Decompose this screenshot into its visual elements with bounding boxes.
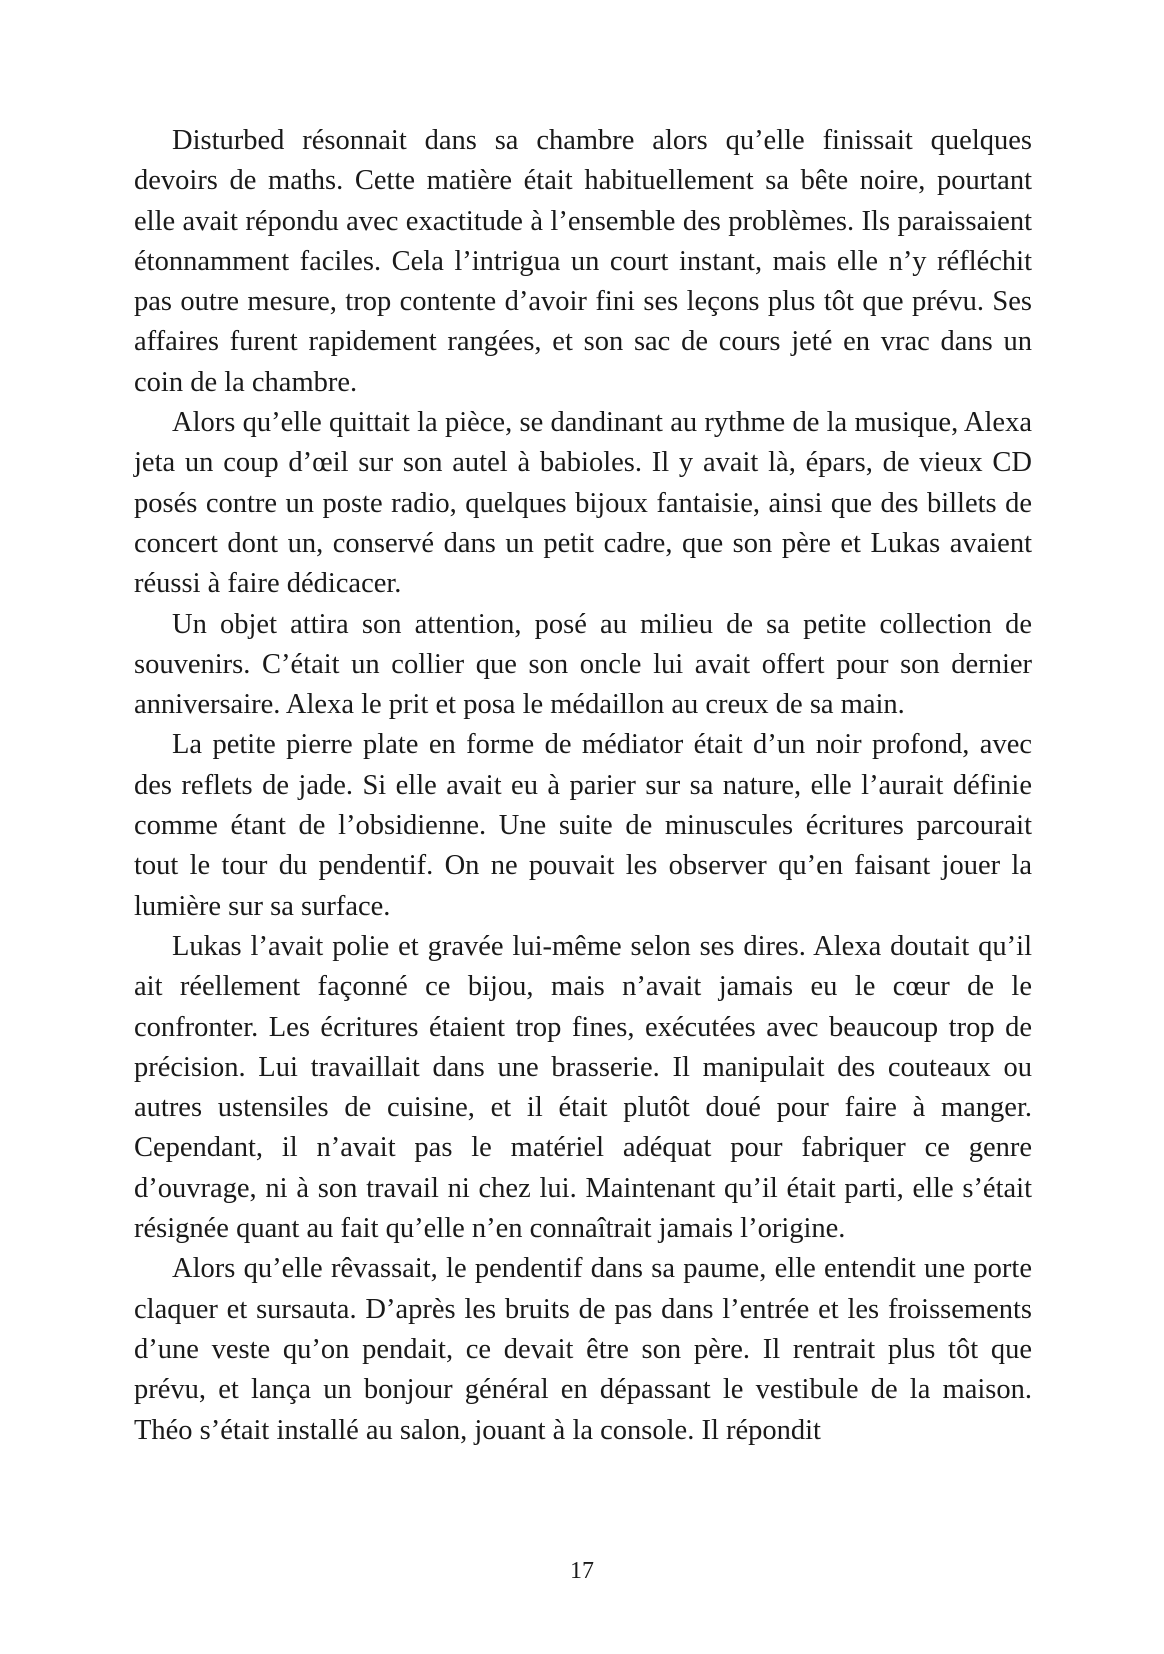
paragraph-6: Alors qu’elle rêvassait, le pendentif dans sa paume, elle entendit une porte claquer et sursauta. D’après les bruits de pas dans l’entrée et les froissements d’une veste qu’on pendait, ce devait être son père. Il rentrait plus tôt que prévu, et lança un bonjour général en dépassant le vestibule de la maison. Théo s’était installé au salon, jouant à la console. Il répondit (134, 1253, 1032, 1446)
paragraph-3: Un objet attira son attention, posé au milieu de sa petite collection de souvenirs. C’était un collier que son oncle lui avait offert pour son dernier anniversaire. Alexa le prit et posa le médaillon au creux de sa main. (134, 608, 1032, 721)
page-number: 17 (570, 1558, 594, 1584)
paragraph-4: La petite pierre plate en forme de médiator était d’un noir profond, avec des reflets de jade. Si elle avait eu à parier sur sa nature, elle l’aurait définie comme étant de l’obsidienne. Une suite de minuscules écritures parcourait tout le tour du pendentif. On ne pouvait les observer qu’en faisant jouer la lumière sur sa surface. (134, 729, 1032, 922)
paragraph-5: Lukas l’avait polie et gravée lui-même selon ses dires. Alexa doutait qu’il ait réellement façonné ce bijou, mais n’avait jamais eu le cœur de le confronter. Les écritures étaient trop fines, exécutées avec beaucoup trop de précision. Lui travaillait dans une brasserie. Il manipulait des couteaux ou autres ustensiles de cuisine, et il était plutôt doué pour faire à manger. Cependant, il n’avait pas le matériel adéquat pour fabriquer ce genre d’ouvrage, ni à son travail ni chez lui. Maintenant qu’il était parti, elle s’était résignée quant au fait qu’elle n’en connaîtrait jamais l’origine. (134, 930, 1032, 1245)
paragraph-2: Alors qu’elle quittait la pièce, se dandinant au rythme de la musique, Alexa jeta un coup d’œil sur son autel à babioles. Il y avait là, épars, de vieux CD posés contre un poste radio, quelques bijoux fantaisie, ainsi que des billets de concert dont un, conservé dans un petit cadre, que son père et Lukas avaient réussi à faire dédicacer. (134, 407, 1032, 600)
body-text (134, 121, 1032, 1451)
paragraph-1: Disturbed résonnait dans sa chambre alors qu’elle finissait quelques devoirs de maths. Cette matière était habituellement sa bête noire, pourtant elle avait répondu avec exactitude à l’ensemble des problèmes. Ils paraissaient étonnamment faciles. Cela l’intrigua un court instant, mais elle n’y réfléchit pas outre mesure, trop contente d’avoir fini ses leçons plus tôt que prévu. Ses affaires furent rapidement rangées, et son sac de cours jeté en vrac dans un coin de la chambre. (134, 125, 1032, 398)
